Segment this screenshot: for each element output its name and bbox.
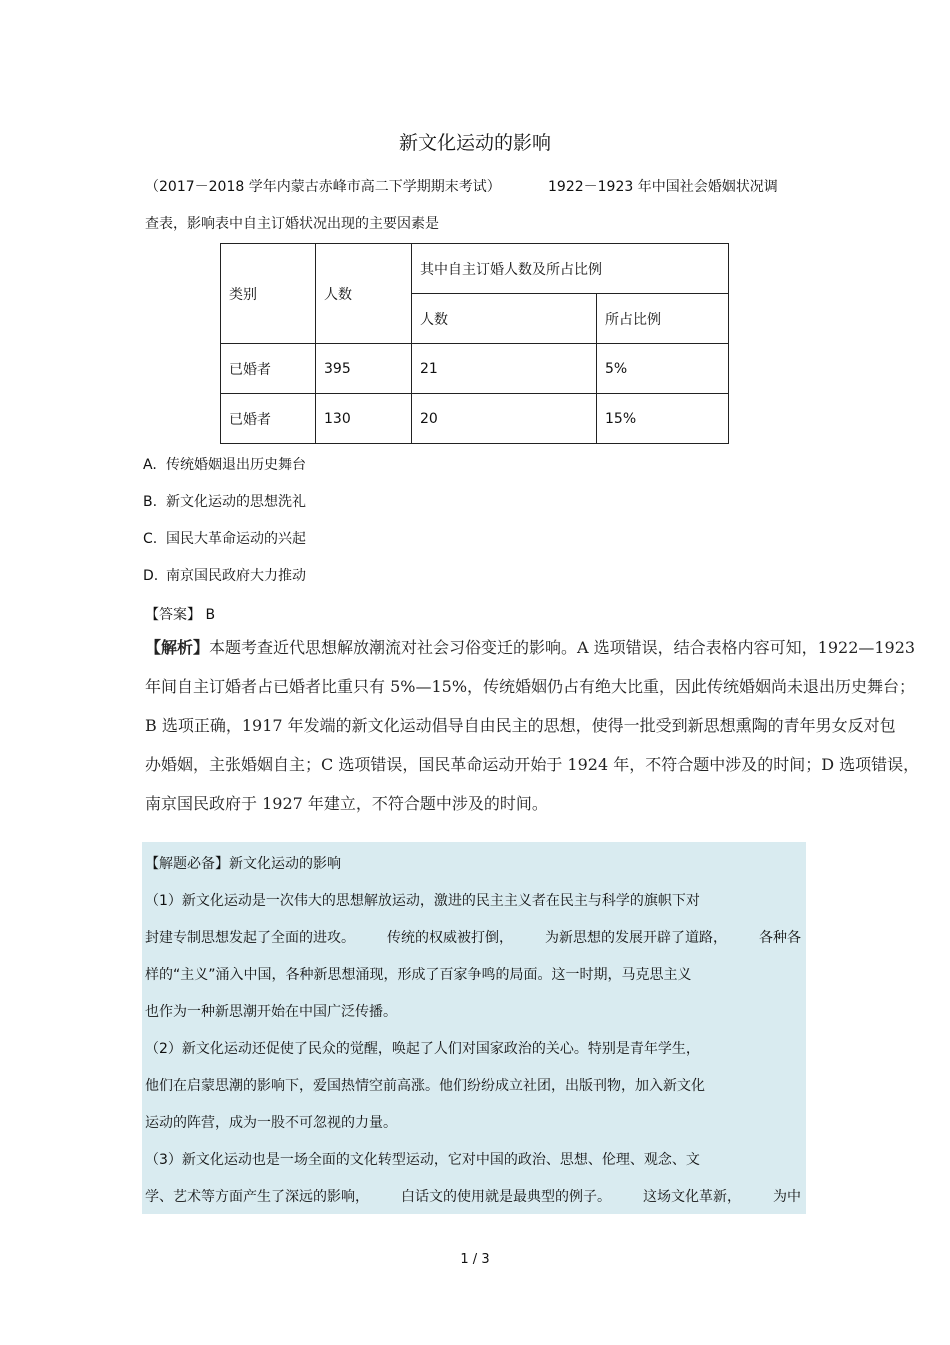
option-key: B. — [143, 494, 158, 510]
option-c — [143, 528, 306, 548]
cell-self-count: 20 — [412, 394, 597, 444]
cell-ratio: 15% — [597, 394, 729, 444]
header-category: 类别 — [221, 244, 316, 344]
knowledge-segment: 封建专制思想发起了全面的进攻。 — [145, 930, 355, 946]
knowledge-segment: 白话文的使用就是最典型的例子。 — [401, 1189, 611, 1205]
cell-ratio: 5% — [597, 344, 729, 394]
option-key: A. — [143, 457, 157, 473]
knowledge-line: 也作为一种新思潮开始在中国广泛传播。 — [145, 1004, 397, 1020]
cell-category: 已婚者 — [221, 394, 316, 444]
explanation-line: B 选项正确，1917 年发端的新文化运动倡导自由民主的思想，使得一批受到新思想熏陶的青年男女反对包 — [145, 716, 896, 735]
option-d — [143, 565, 306, 585]
knowledge-heading: 【解题必备】新文化运动的影响 — [145, 856, 341, 872]
knowledge-segment: 学、艺术等方面产生了深远的影响， — [145, 1189, 369, 1205]
knowledge-segment: 传统的权威被打倒， — [387, 930, 513, 946]
answer-value: B — [205, 607, 216, 623]
explanation-line: 办婚姻，主张婚姻自主；C 选项错误，国民革命运动开始于 1924 年，不符合题中涉及的时间；D 选项错误， — [145, 755, 920, 774]
explanation-line: 本题考查近代思想解放潮流对社会习俗变迁的影响。A 选项错误，结合表格内容可知，1922—1923 — [209, 638, 916, 657]
option-b — [143, 491, 306, 511]
knowledge-line: （3）新文化运动也是一场全面的文化转型运动，它对中国的政治、思想、伦理、观念、文 — [145, 1152, 700, 1168]
knowledge-line — [145, 927, 801, 947]
knowledge-line: （1）新文化运动是一次伟大的思想解放运动，激进的民主主义者在民主与科学的旗帜下对 — [145, 893, 700, 909]
knowledge-segment: 这场文化革新， — [643, 1189, 741, 1205]
page-number: 1 / 3 — [460, 1252, 490, 1267]
knowledge-segment: 各种各 — [759, 930, 801, 946]
option-text: 国民大革命运动的兴起 — [166, 531, 306, 547]
table-row — [221, 394, 729, 444]
knowledge-segment: 为中 — [773, 1189, 801, 1205]
header-self-engagement: 其中自主订婚人数及所占比例 — [412, 244, 729, 294]
answer-line — [145, 604, 215, 624]
answer-label: 【答案】 — [145, 607, 201, 623]
explanation-heading: 【解析】 — [145, 638, 210, 657]
knowledge-line: （2）新文化运动还促使了民众的觉醒，唤起了人们对国家政治的关心。特别是青年学生， — [145, 1041, 700, 1057]
header-count: 人数 — [316, 244, 412, 344]
knowledge-line: 运动的阵营，成为一股不可忽视的力量。 — [145, 1115, 397, 1131]
knowledge-line — [145, 1186, 801, 1206]
explanation-line: 年间自主订婚者占已婚者比重只有 5%—15%，传统婚姻仍占有绝大比重，因此传统婚姻尚未退出历史舞台； — [145, 677, 916, 696]
question-stem-part2: 查表，影响表中自主订婚状况出现的主要因素是 — [145, 216, 439, 232]
option-text: 传统婚姻退出历史舞台 — [166, 457, 306, 473]
marriage-survey-table — [220, 243, 729, 444]
document-title: 新文化运动的影响 — [398, 132, 551, 154]
knowledge-segment: 为新思想的发展开辟了道路， — [545, 930, 727, 946]
cell-count: 130 — [316, 394, 412, 444]
option-text: 南京国民政府大力推动 — [166, 568, 306, 584]
subheader-ratio: 所占比例 — [597, 294, 729, 344]
cell-self-count: 21 — [412, 344, 597, 394]
option-a — [143, 454, 306, 474]
subheader-count: 人数 — [412, 294, 597, 344]
explanation-block — [145, 628, 935, 823]
option-key: D. — [143, 568, 159, 584]
option-key: C. — [143, 531, 158, 547]
cell-category: 已婚者 — [221, 344, 316, 394]
question-stem-part1: 1922－1923 年中国社会婚姻状况调 — [548, 179, 778, 195]
explanation-line: 南京国民政府于 1927 年建立，不符合题中涉及的时间。 — [145, 794, 548, 813]
table-row — [221, 344, 729, 394]
option-text: 新文化运动的思想洗礼 — [166, 494, 306, 510]
knowledge-line: 他们在启蒙思潮的影响下，爱国热情空前高涨。他们纷纷成立社团，出版刊物，加入新文化 — [145, 1078, 705, 1094]
question-source: （2017－2018 学年内蒙古赤峰市高二下学期期末考试） — [145, 179, 501, 195]
knowledge-line: 样的“主义”涌入中国，各种新思想涌现，形成了百家争鸣的局面。这一时期，马克思主义 — [145, 967, 692, 983]
cell-count: 395 — [316, 344, 412, 394]
